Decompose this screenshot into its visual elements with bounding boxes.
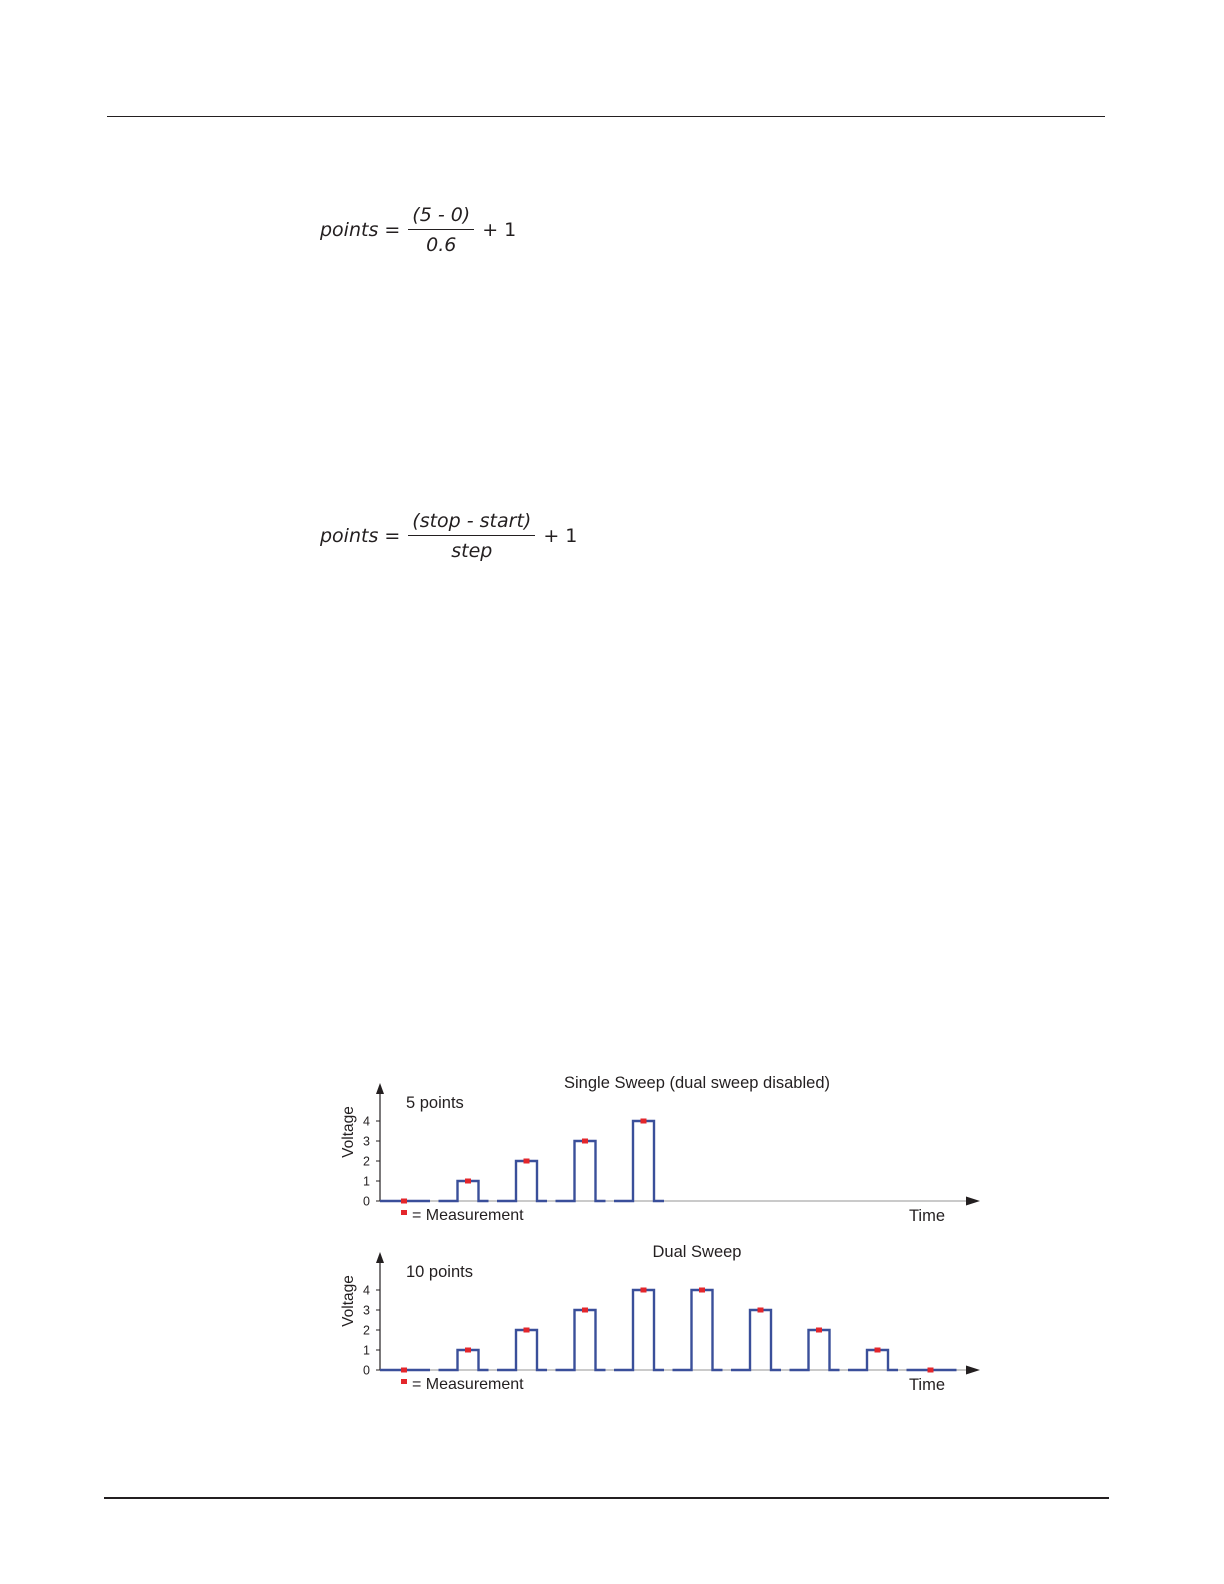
sweep-pulse	[497, 1330, 547, 1370]
x-axis-arrow-icon	[966, 1197, 980, 1206]
points-label: 10 points	[406, 1263, 473, 1281]
measurement-point	[758, 1308, 764, 1313]
sweep-pulse	[614, 1121, 664, 1201]
panel-title: Single Sweep (dual sweep disabled)	[564, 1074, 830, 1092]
sweep-pulse	[790, 1330, 840, 1370]
points-formula-example	[320, 204, 516, 256]
panel-title: Dual Sweep	[652, 1243, 742, 1261]
measurement-point	[928, 1368, 934, 1373]
formula-equals: =	[384, 525, 401, 547]
y-axis-arrow-icon	[376, 1252, 384, 1263]
measurement-point	[816, 1328, 822, 1333]
measurement-point	[699, 1288, 705, 1293]
formula-numerator: (5 - 0)	[408, 204, 474, 230]
formula-equals: =	[384, 219, 401, 241]
x-axis-arrow-icon	[966, 1366, 980, 1375]
sweep-pulse	[673, 1290, 723, 1370]
measurement-point	[465, 1179, 471, 1184]
y-tick-label: 2	[363, 1323, 370, 1338]
sweep-pulse	[497, 1161, 547, 1201]
header-rule	[107, 116, 1105, 117]
legend-label: = Measurement	[412, 1207, 524, 1224]
y-tick-label: 2	[363, 1154, 370, 1169]
formula-lhs: points	[320, 525, 379, 547]
x-axis-label: Time	[908, 1376, 945, 1394]
measurement-point	[875, 1348, 881, 1353]
y-tick-label: 1	[363, 1343, 370, 1358]
measurement-point	[582, 1139, 588, 1144]
sweep-pulse	[556, 1141, 606, 1201]
y-tick-label: 3	[363, 1303, 370, 1318]
sweep-pulse	[556, 1310, 606, 1370]
y-tick-label: 4	[363, 1283, 370, 1298]
sweep-pulse	[614, 1290, 664, 1370]
formula-numerator: (stop - start)	[408, 510, 535, 536]
footer-rule	[104, 1497, 1109, 1499]
sweep-figure	[330, 1066, 990, 1406]
sweep-pulse	[731, 1310, 781, 1370]
y-tick-label: 4	[363, 1114, 370, 1129]
formula-plus-one: + 1	[482, 219, 517, 241]
formula-lhs: points	[320, 219, 379, 241]
measurement-point	[401, 1199, 407, 1204]
measurement-point	[465, 1348, 471, 1353]
formula-plus-one: + 1	[543, 525, 578, 547]
formula-fraction	[406, 510, 537, 562]
measurement-point	[641, 1119, 647, 1124]
measurement-marker-icon	[401, 1210, 407, 1215]
measurement-point	[401, 1368, 407, 1373]
y-tick-label: 0	[363, 1194, 370, 1209]
points-label: 5 points	[406, 1094, 464, 1112]
measurement-point	[582, 1308, 588, 1313]
measurement-point	[524, 1159, 530, 1164]
x-axis-label: Time	[908, 1207, 945, 1225]
measurement-point	[641, 1288, 647, 1293]
y-axis-label: Voltage	[340, 1275, 357, 1327]
measurement-point	[524, 1328, 530, 1333]
sweep-pulse	[439, 1350, 489, 1370]
y-tick-label: 1	[363, 1174, 370, 1189]
y-tick-label: 3	[363, 1134, 370, 1149]
sweep-pulse	[439, 1181, 489, 1201]
sweep-diagram	[330, 1066, 990, 1406]
sweep-pulse	[848, 1350, 898, 1370]
y-tick-label: 0	[363, 1363, 370, 1378]
legend-label: = Measurement	[412, 1376, 524, 1393]
formula-denominator: 0.6	[426, 234, 457, 256]
points-formula-general	[320, 510, 577, 562]
y-axis-arrow-icon	[376, 1083, 384, 1094]
measurement-marker-icon	[401, 1379, 407, 1384]
formula-denominator: step	[451, 540, 493, 562]
y-axis-label: Voltage	[340, 1106, 357, 1158]
formula-fraction	[406, 204, 476, 256]
